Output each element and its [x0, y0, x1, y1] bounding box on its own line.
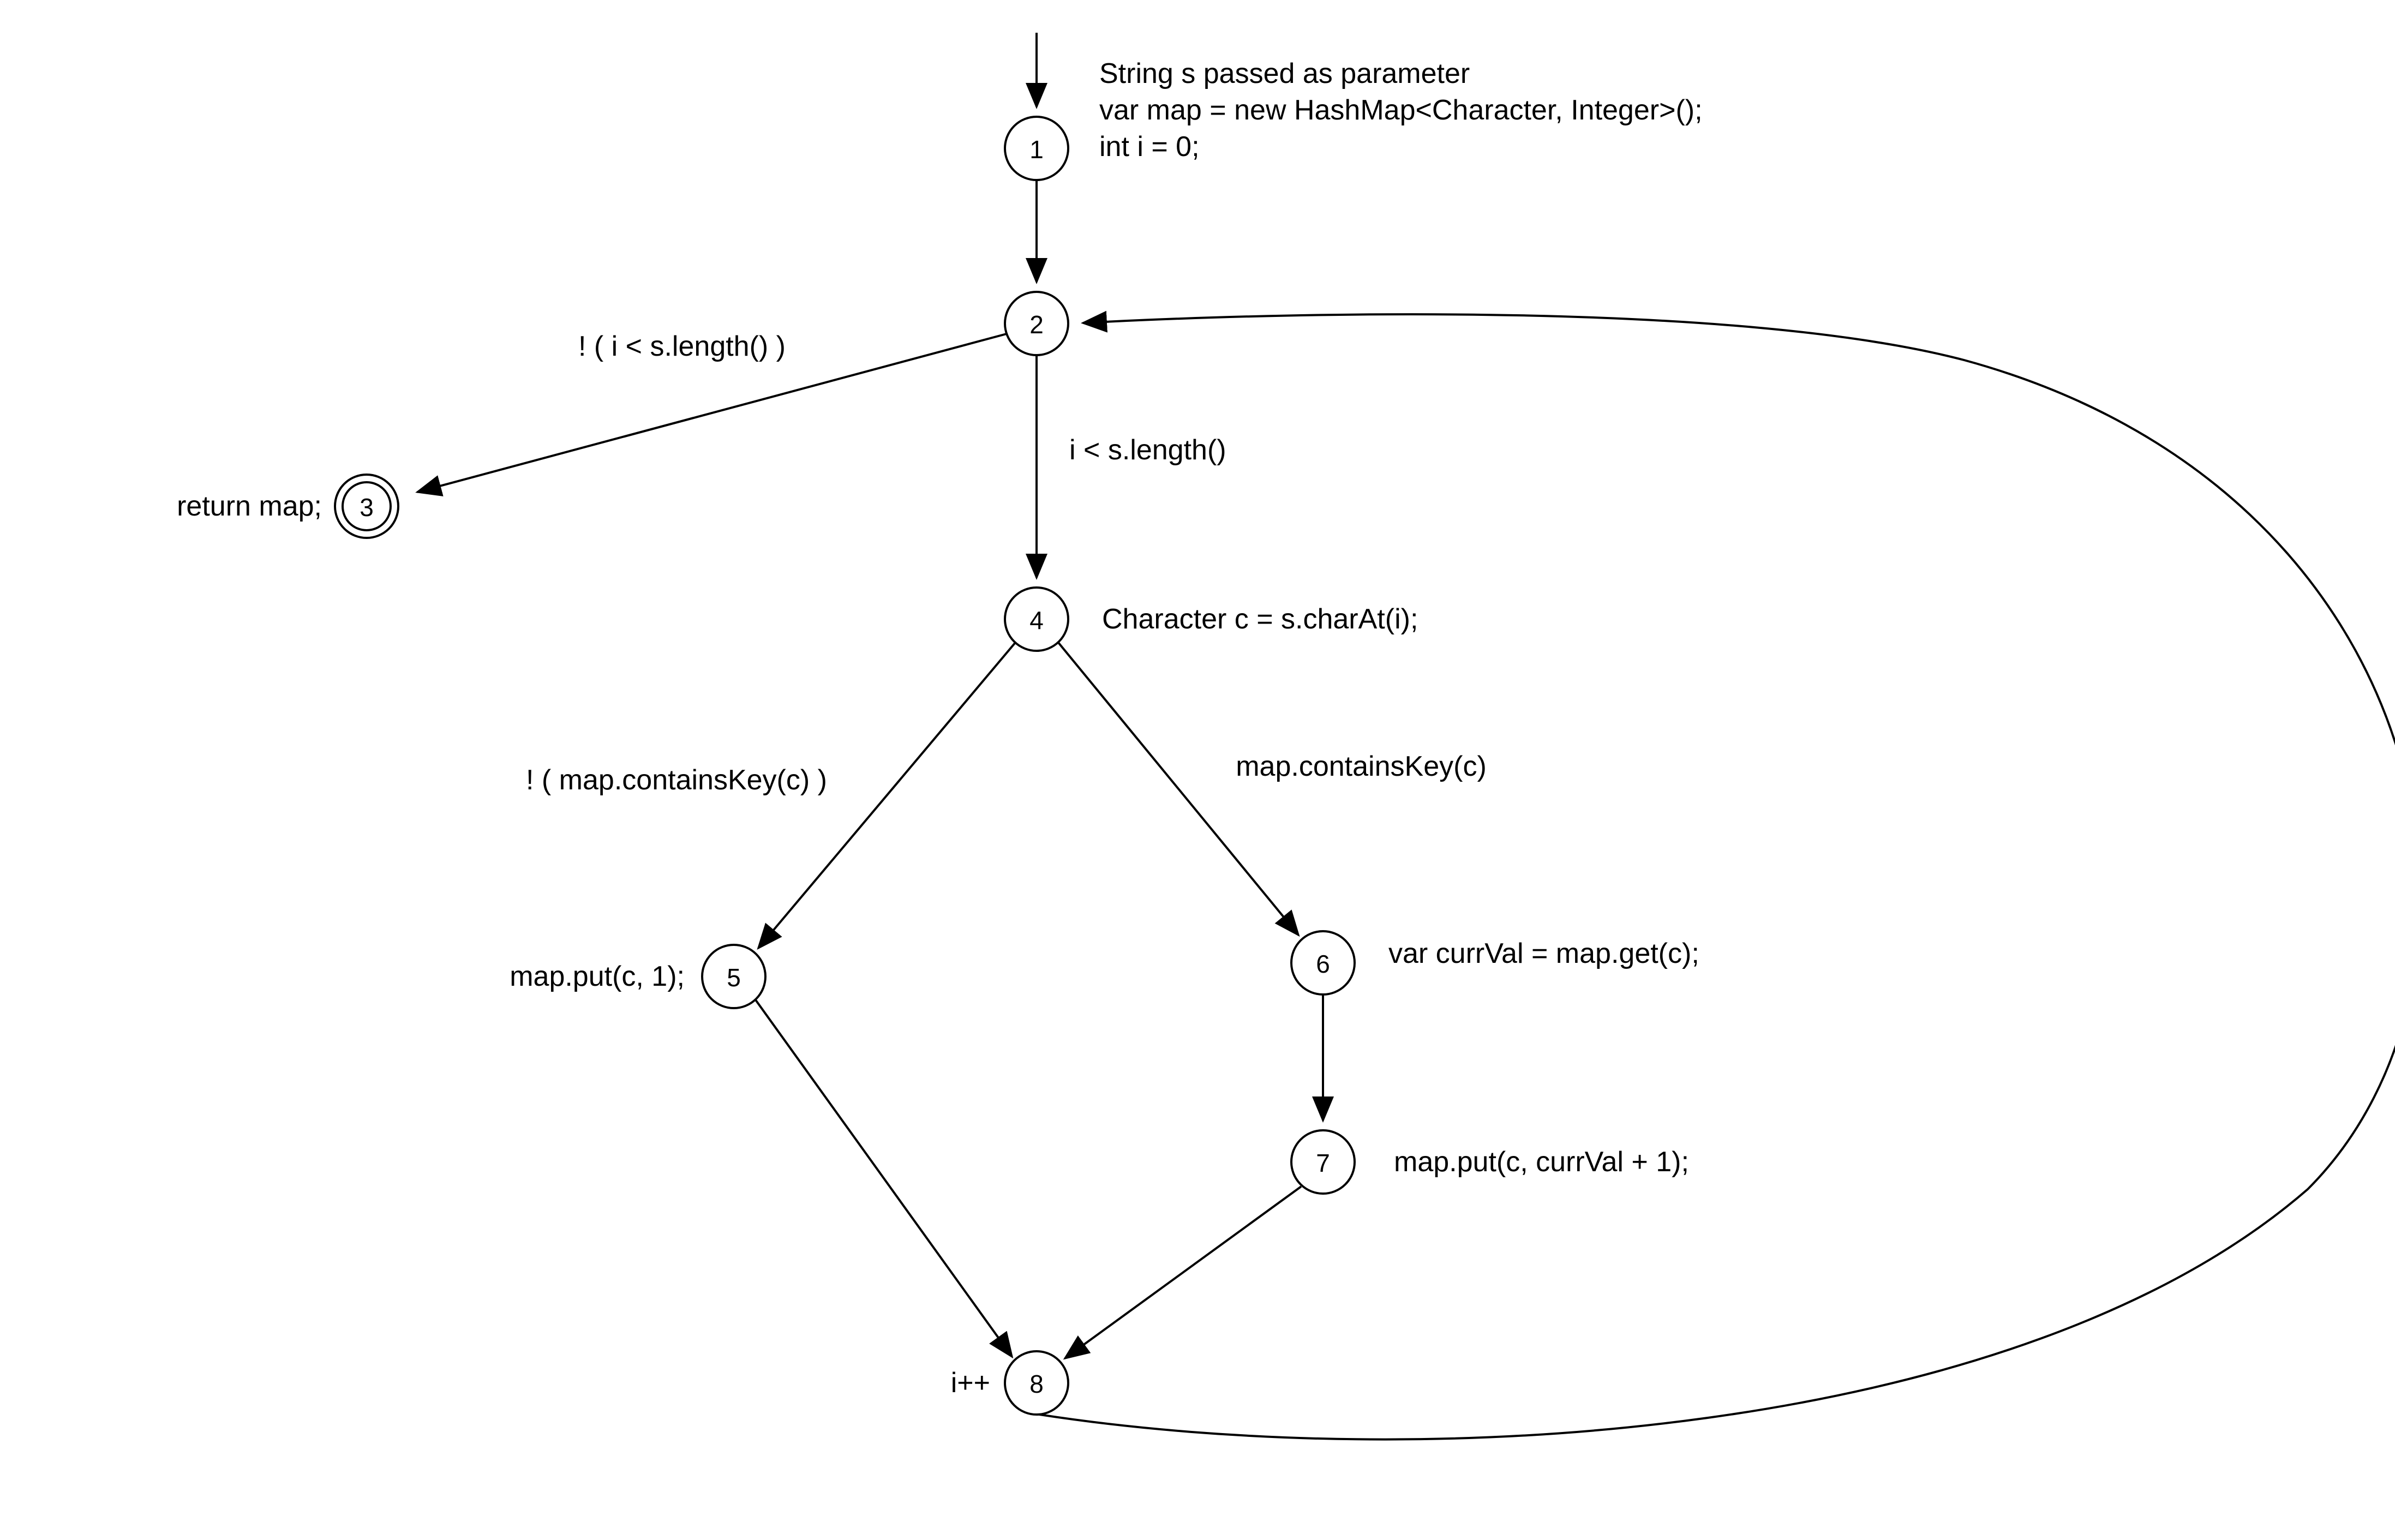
- node-3-label: 3: [360, 493, 374, 522]
- node-7[interactable]: [1291, 1130, 1355, 1194]
- node-7-label: 7: [1316, 1149, 1330, 1177]
- node-5-label: 5: [727, 963, 741, 992]
- edge-8-to-2: [1039, 314, 2395, 1439]
- statement-node-4: Character c = s.charAt(i);: [1102, 603, 1418, 635]
- edge-label-2-to-3: ! ( i < s.length() ): [578, 331, 786, 362]
- node-4-label: 4: [1029, 606, 1044, 634]
- statement-node-3: return map;: [177, 490, 322, 522]
- node-1[interactable]: [1005, 117, 1068, 180]
- node-6-label: 6: [1316, 950, 1330, 978]
- edge-label-4-to-6: map.containsKey(c): [1236, 751, 1487, 782]
- statement-node-7: map.put(c, currVal + 1);: [1394, 1146, 1689, 1178]
- statement-node-5: map.put(c, 1);: [510, 961, 685, 992]
- node-8[interactable]: [1005, 1351, 1068, 1415]
- statement-node-1-line-3: int i = 0;: [1099, 131, 1200, 163]
- edge-4-to-6: [1058, 643, 1298, 935]
- edge-7-to-8: [1065, 1187, 1301, 1358]
- node-5[interactable]: [702, 945, 765, 1008]
- node-3-final[interactable]: [335, 475, 398, 538]
- edge-5-to-8: [756, 1000, 1012, 1357]
- node-1-label: 1: [1029, 135, 1044, 164]
- statement-node-1-line-2: var map = new HashMap<Character, Integer>();: [1099, 94, 1703, 126]
- statement-node-1: [1099, 58, 1703, 163]
- node-2[interactable]: [1005, 292, 1068, 355]
- node-2-label: 2: [1029, 310, 1044, 339]
- node-4[interactable]: [1005, 588, 1068, 651]
- statement-node-1-line-1: String s passed as parameter: [1099, 58, 1470, 89]
- statement-node-6: var currVal = map.get(c);: [1388, 938, 1699, 969]
- edge-label-2-to-4: i < s.length(): [1069, 434, 1226, 466]
- statement-node-8: i++: [950, 1367, 990, 1399]
- node-6[interactable]: [1291, 931, 1355, 994]
- node-8-label: 8: [1029, 1370, 1044, 1398]
- edge-label-4-to-5: ! ( map.containsKey(c) ): [526, 764, 827, 796]
